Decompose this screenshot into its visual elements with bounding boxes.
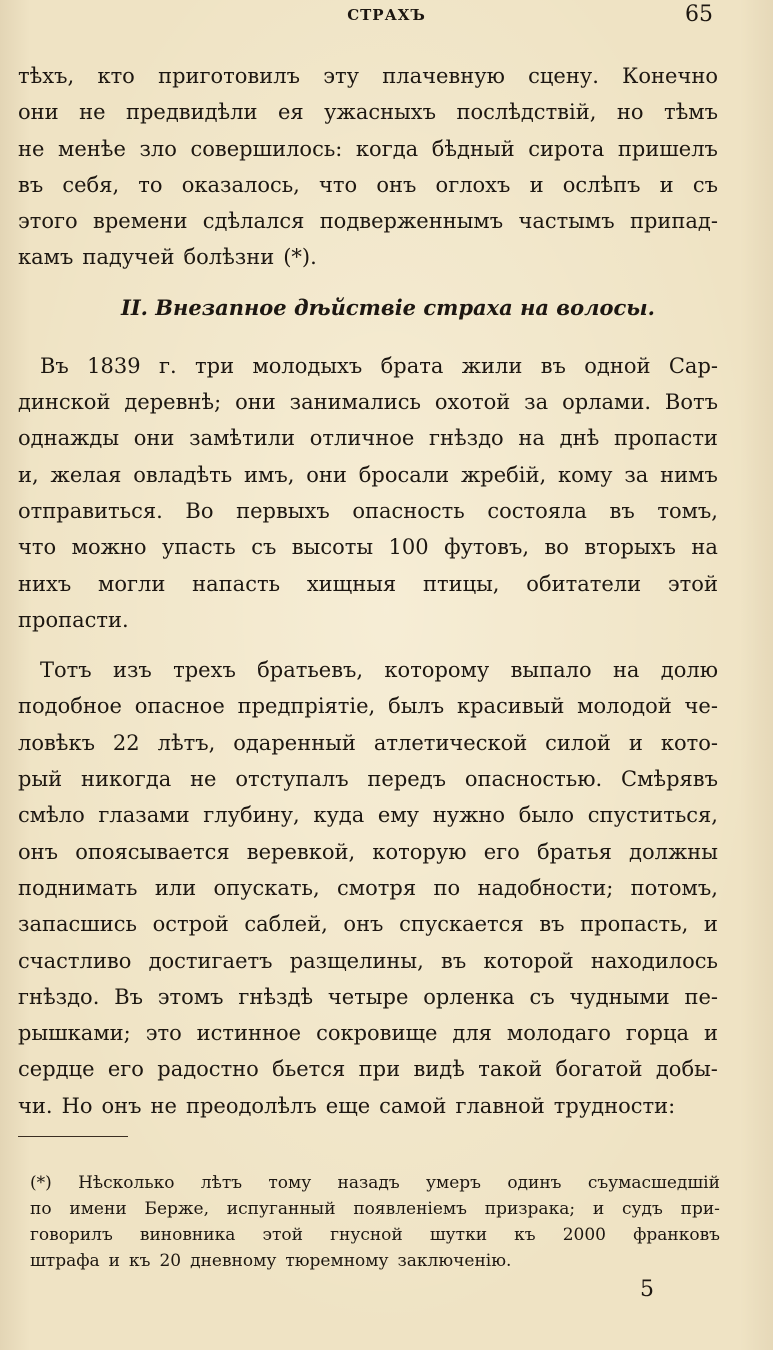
word: тѣхъ, [18, 64, 75, 88]
word: падучей [82, 245, 175, 270]
word: трехъ [173, 658, 236, 683]
text-line [18, 761, 718, 797]
word: зло [139, 136, 177, 161]
body-text [18, 58, 718, 1124]
word: по [30, 1199, 52, 1219]
word: 20 [159, 1251, 182, 1271]
word: не [190, 767, 217, 792]
word: первыхъ [236, 498, 330, 523]
word: приготовилъ [158, 64, 300, 88]
paragraph-gap [18, 638, 718, 652]
word: этомъ [157, 984, 224, 1009]
word: молодой [577, 694, 672, 719]
word: жребій, [460, 462, 547, 487]
word: видѣ [413, 1057, 465, 1082]
text-line [18, 602, 718, 638]
word: (*) [30, 1173, 52, 1193]
word: этой [262, 1225, 303, 1245]
word: такой [478, 1057, 543, 1082]
word: за [624, 462, 649, 487]
word: лѣтъ [200, 1173, 243, 1193]
word: на [612, 658, 640, 683]
word: съ [529, 984, 555, 1009]
text-line [18, 797, 718, 833]
word: отступалъ [235, 767, 349, 792]
word: по [433, 875, 461, 900]
word: сдѣлался [202, 209, 305, 234]
word: высоты [291, 535, 374, 560]
text-line [18, 979, 718, 1015]
word: динской [18, 390, 111, 415]
word: подобное [18, 694, 122, 719]
word: че- [684, 694, 718, 719]
word: деревнѣ; [124, 390, 222, 415]
word: тѣмъ [663, 100, 718, 125]
word: трудности: [553, 1093, 676, 1118]
word: онъ [101, 1093, 142, 1118]
word: подверженнымъ [319, 209, 504, 234]
word: дневному [190, 1251, 277, 1271]
word: обитатели [526, 571, 642, 596]
word: главной [455, 1093, 545, 1118]
word: при [358, 1057, 401, 1082]
text-line [18, 493, 718, 529]
word: орлами. [562, 390, 652, 415]
word: поднимать [18, 875, 138, 900]
word: и [703, 1021, 718, 1046]
word: говорилъ [30, 1225, 113, 1245]
text-line [30, 1196, 720, 1222]
word: четыре [327, 984, 409, 1009]
word: атлетической [373, 730, 528, 755]
text-line [18, 203, 718, 239]
word: смѣло [18, 803, 85, 828]
word: съ [692, 172, 718, 197]
word: чудными [569, 984, 670, 1009]
word: упасть [162, 535, 236, 560]
word: что [18, 535, 57, 560]
word: которую [372, 839, 467, 864]
word: братья [536, 839, 612, 864]
word: они [18, 100, 59, 125]
word: Нѣсколько [78, 1173, 175, 1193]
word: 2000 [562, 1225, 606, 1245]
signature-mark: 5 [640, 1277, 654, 1302]
word: при- [680, 1199, 720, 1219]
word: Сар- [668, 353, 718, 378]
word: смотря [337, 875, 417, 900]
text-line [18, 870, 718, 906]
word: былъ [388, 694, 445, 719]
word: вторыхъ [584, 535, 676, 560]
word: могли [98, 571, 166, 596]
word: птицы, [422, 571, 500, 596]
word: пропасть, [580, 912, 689, 937]
word: Смѣрявъ [621, 767, 718, 792]
text-line [30, 1170, 720, 1196]
word: находилось [590, 948, 718, 973]
text-line [18, 566, 718, 602]
word: но [616, 100, 644, 125]
word: Во [185, 498, 214, 523]
word: въ [441, 948, 467, 973]
word: за [524, 390, 549, 415]
word: однажды [18, 426, 120, 451]
word: лѣтъ, [157, 730, 216, 755]
word: сирота [528, 136, 605, 161]
word: (*). [283, 245, 317, 270]
word: и [592, 1199, 605, 1219]
word: саблей, [244, 912, 328, 937]
word: къ [129, 1251, 151, 1271]
word: брата [380, 353, 444, 378]
word: горца [625, 1021, 690, 1046]
word: и [108, 1251, 121, 1271]
word: они [133, 426, 175, 451]
word: веревкой, [246, 839, 356, 864]
word: одинъ [507, 1173, 562, 1193]
word: онъ [376, 172, 417, 197]
word: чи. [18, 1093, 53, 1118]
word: и [529, 172, 544, 197]
word: когда [355, 136, 419, 161]
word: этого [18, 209, 78, 234]
word: его [483, 839, 520, 864]
word: въ [539, 912, 565, 937]
word: Вотъ [664, 390, 718, 415]
running-title: СТРАХЪ [347, 6, 426, 24]
word: на [691, 535, 718, 560]
word: опасностью. [464, 767, 603, 792]
word: и [628, 730, 643, 755]
word: нихъ [18, 571, 72, 596]
word: нимъ [660, 462, 718, 487]
word: ея [278, 100, 304, 125]
word: въ [609, 498, 635, 523]
text-line [18, 943, 718, 979]
word: состояла [487, 498, 587, 523]
word: самой [379, 1093, 447, 1118]
word: болѣзни [183, 245, 275, 270]
word: опасность [352, 498, 465, 523]
word: силой [545, 730, 611, 755]
word: желая [50, 462, 122, 487]
word: испуганный [226, 1199, 336, 1219]
word: не [150, 1093, 177, 1118]
text-line [18, 420, 718, 456]
word: кото- [660, 730, 718, 755]
word: не [18, 136, 45, 161]
word: не [79, 100, 106, 125]
word: во [544, 535, 569, 560]
word: футовъ, [444, 535, 530, 560]
word: оказалось, [181, 172, 300, 197]
text-line [18, 529, 718, 565]
word: что [319, 172, 358, 197]
word: они [235, 390, 276, 415]
word: и [659, 172, 674, 197]
text-line [18, 725, 718, 761]
word: Конечно [622, 64, 718, 88]
word: онъ [343, 912, 384, 937]
word: виновника [139, 1225, 236, 1245]
word: опускать, [213, 875, 320, 900]
word: потомъ, [630, 875, 718, 900]
word: оглохъ [435, 172, 511, 197]
word: послѣдствій, [456, 100, 597, 125]
footnote-rule [18, 1136, 128, 1137]
word: имъ, [244, 462, 295, 487]
word: никогда [81, 767, 172, 792]
word: камъ [18, 245, 74, 270]
word: 1839 [87, 353, 141, 378]
word: франковъ [633, 1225, 720, 1245]
word: частымъ [518, 209, 615, 234]
text-line [18, 1088, 718, 1124]
word: опасное [134, 694, 225, 719]
word: съумасшедшій [587, 1173, 720, 1193]
word: овладѣть [133, 462, 233, 487]
word: этой [667, 571, 718, 596]
word: братьевъ, [257, 658, 364, 683]
word: долю [660, 658, 718, 683]
word: пропасти. [18, 607, 129, 632]
word: красивый [456, 694, 565, 719]
word: было [518, 803, 575, 828]
word: Въ [114, 984, 143, 1009]
word: пе- [684, 984, 718, 1009]
word: ловѣкъ [18, 730, 95, 755]
text-line [18, 1015, 718, 1051]
word: гнѣздо. [18, 984, 100, 1009]
word: пришелъ [617, 136, 718, 161]
word: отличное [309, 426, 415, 451]
word: въ [540, 353, 566, 378]
word: умеръ [426, 1173, 481, 1193]
word: Въ [40, 353, 69, 378]
word: рый [18, 767, 63, 792]
text-line [18, 688, 718, 724]
word: ослѣпъ [562, 172, 641, 197]
word: бѣдный [431, 136, 515, 161]
word: истинное [196, 1021, 302, 1046]
word: спускается [399, 912, 524, 937]
word: предвидѣли [125, 100, 258, 125]
word: должны [629, 839, 718, 864]
word: замѣтили [189, 426, 296, 451]
word: радостно [157, 1057, 259, 1082]
word: острой [152, 912, 229, 937]
word: добы- [655, 1057, 718, 1082]
word: еще [325, 1093, 371, 1118]
word: отправиться. [18, 498, 163, 523]
word: для [452, 1021, 492, 1046]
word: нужно [432, 803, 506, 828]
word: гнусной [330, 1225, 403, 1245]
word: и, [18, 462, 39, 487]
word: предпріятіе, [237, 694, 376, 719]
word: глубину, [203, 803, 300, 828]
word: назадъ [337, 1173, 400, 1193]
word: запасшись [18, 912, 137, 937]
word: охотой [434, 390, 511, 415]
paragraph-1 [18, 58, 718, 276]
word: жили [461, 353, 523, 378]
paragraph-3 [18, 652, 718, 1124]
word: орленка [423, 984, 515, 1009]
word: гнѣздо [429, 426, 504, 451]
word: онъ [18, 839, 59, 864]
text-line [18, 58, 718, 94]
word: Берже, [144, 1199, 209, 1219]
word: молодыхъ [252, 353, 363, 378]
word: передъ [367, 767, 446, 792]
word: штрафа [30, 1251, 100, 1271]
word: на [518, 426, 545, 451]
word: его [107, 1057, 144, 1082]
word: выпало [510, 658, 592, 683]
word: пропасти [613, 426, 718, 451]
word: призрака; [484, 1199, 576, 1219]
text-line [18, 384, 718, 420]
word: разщелины, [289, 948, 424, 973]
text-line [18, 834, 718, 870]
word: появленіемъ [353, 1199, 467, 1219]
page-number: 65 [685, 2, 713, 27]
text-line [18, 239, 718, 275]
word: себя, [62, 172, 120, 197]
word: напасть [192, 571, 281, 596]
word: днѣ [559, 426, 600, 451]
word: менѣе [58, 136, 126, 161]
word: которому [384, 658, 490, 683]
word: достигаетъ [148, 948, 273, 973]
word: которой [483, 948, 574, 973]
word: 100 [388, 535, 429, 560]
word: бьется [272, 1057, 346, 1082]
word: или [154, 875, 197, 900]
text-line [18, 94, 718, 130]
text-line [18, 167, 718, 203]
word: одаренный [233, 730, 356, 755]
word: это [145, 1021, 182, 1046]
text-line [18, 652, 718, 688]
word: занимались [289, 390, 421, 415]
text-line [30, 1222, 720, 1248]
word: припад- [629, 209, 718, 234]
word: сердце [18, 1057, 95, 1082]
word: счастливо [18, 948, 132, 973]
word: тому [268, 1173, 312, 1193]
running-head [0, 2, 773, 32]
word: хищныя [306, 571, 397, 596]
word: 22 [112, 730, 140, 755]
word: совершилось: [190, 136, 343, 161]
word: ужасныхъ [324, 100, 437, 125]
word: и [703, 912, 718, 937]
text-line [18, 457, 718, 493]
word: томъ, [657, 498, 718, 523]
word: въ [18, 172, 44, 197]
word: они [306, 462, 347, 487]
word: то [138, 172, 163, 197]
word: кому [558, 462, 613, 487]
word: съ [251, 535, 277, 560]
word: рышками; [18, 1021, 131, 1046]
word: преодолѣлъ [185, 1093, 317, 1118]
word: одной [584, 353, 651, 378]
word: можно [71, 535, 147, 560]
word: изъ [112, 658, 152, 683]
word: три [195, 353, 235, 378]
word: надобности; [477, 875, 614, 900]
word: ему [377, 803, 420, 828]
text-line [18, 348, 718, 384]
word: Тотъ [40, 658, 92, 683]
word: богатой [555, 1057, 643, 1082]
word: куда [313, 803, 365, 828]
word: Но [61, 1093, 93, 1118]
word: сокровище [316, 1021, 438, 1046]
word: къ [514, 1225, 536, 1245]
word: г. [158, 353, 177, 378]
word: кто [97, 64, 135, 88]
word: судъ [622, 1199, 663, 1219]
footnote [30, 1170, 720, 1274]
section-heading: II. Внезапное дѣйствіе страха на волосы. [121, 294, 655, 320]
word: тюремному [285, 1251, 389, 1271]
paragraph-2 [18, 348, 718, 638]
word: шутки [429, 1225, 488, 1245]
word: имени [69, 1199, 127, 1219]
text-line [18, 906, 718, 942]
word: эту [323, 64, 359, 88]
text-line [18, 1051, 718, 1087]
word: гнѣздѣ [238, 984, 314, 1009]
word: сцену. [528, 64, 599, 88]
text-line [18, 131, 718, 167]
word: спуститься, [587, 803, 718, 828]
word: времени [93, 209, 188, 234]
word: опоясывается [75, 839, 230, 864]
word: плачевную [382, 64, 505, 88]
word: глазами [98, 803, 190, 828]
word: молодаго [506, 1021, 611, 1046]
word: бросали [358, 462, 450, 487]
text-line [30, 1248, 720, 1274]
word: заключенію. [397, 1251, 512, 1271]
